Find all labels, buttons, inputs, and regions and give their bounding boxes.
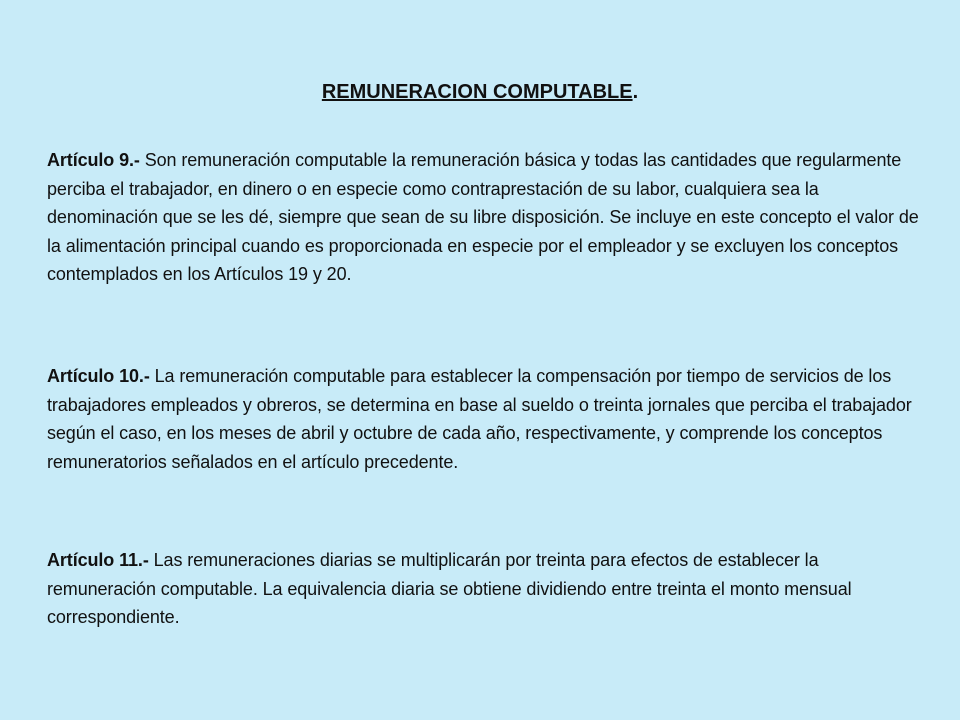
article-9-label: Artículo 9.- [47,150,140,170]
slide-title [0,78,960,106]
article-11-paragraph [47,546,919,632]
article-9-paragraph [47,146,919,289]
article-10-label: Artículo 10.- [47,366,150,386]
article-10-paragraph [47,362,919,476]
slide-title-period: . [632,81,639,103]
article-11-label: Artículo 11.- [47,550,149,570]
article-11-text: Las remuneraciones diarias se multiplicarán por treinta para efectos de establecer la remuneración computable. La equivalencia diaria se obtiene dividiendo entre treinta el monto mensual correspondiente. [47,550,852,628]
article-10-text: La remuneración computable para establecer la compensación por tiempo de servicios de los trabajadores empleados y obreros, se determina en base al sueldo o treinta jornales que perciba el trabajador según el caso, en los meses de abril y octubre de cada año, respectivamente, y comprende los conceptos remuneratorios señalados en el artículo precedente. [47,366,912,472]
article-9-text: Son remuneración computable la remuneración básica y todas las cantidades que regularmente perciba el trabajador, en dinero o en especie como contraprestación de su labor, cualquiera sea la denominación que se les dé, siempre que sean de su libre disposición. Se incluye en este concepto el valor de la alimentación principal cuando es proporcionada en especie por el empleador y se excluyen los conceptos contemplados en los Artículos 19 y 20. [47,150,919,285]
slide-title-text: REMUNERACION COMPUTABLE [321,81,633,103]
